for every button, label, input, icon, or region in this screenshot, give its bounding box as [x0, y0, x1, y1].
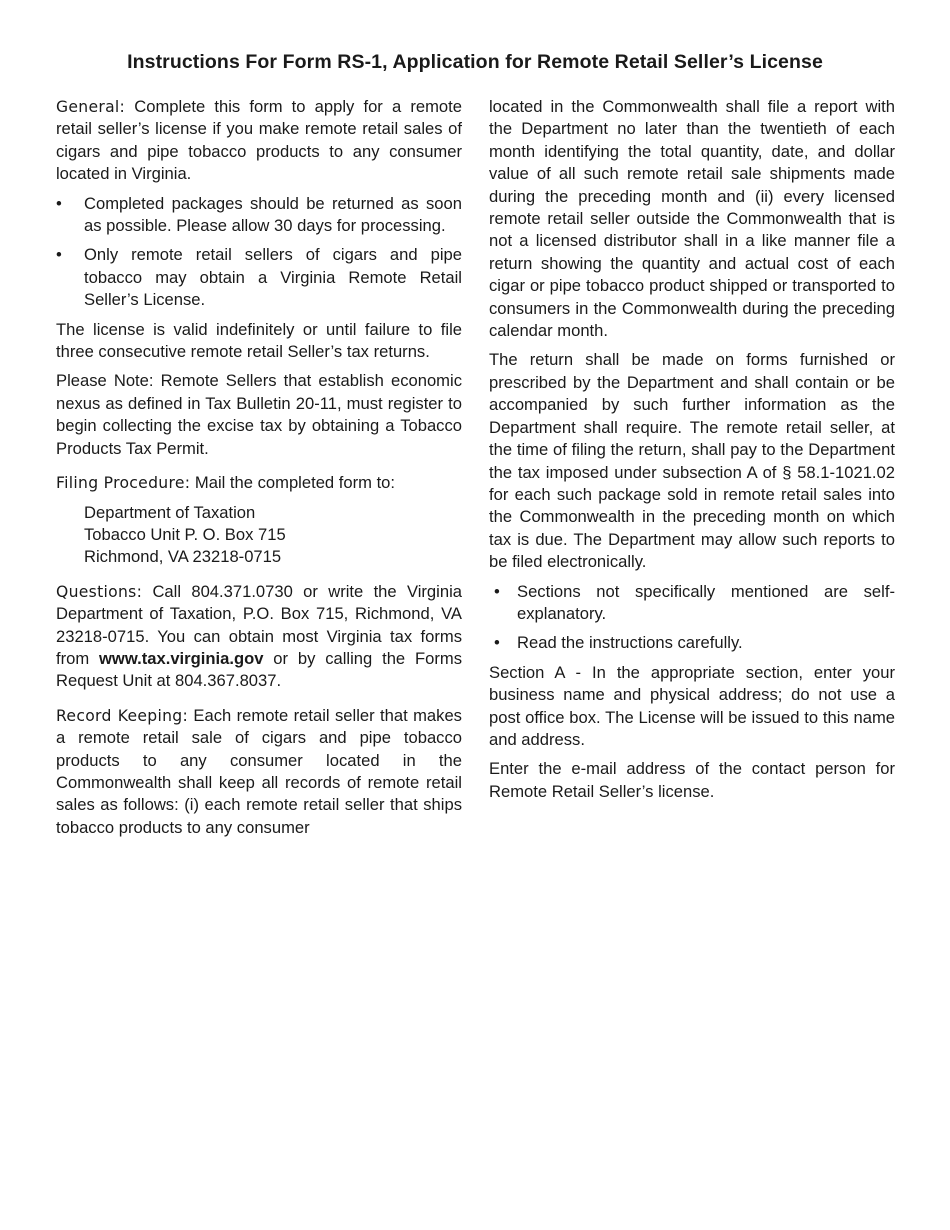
mailing-address: [56, 502, 462, 569]
return-paragraph: The return shall be made on forms furnished or prescribed by the Department and shall contain or be accompanied by such further information as the Department shall require. The remote retail seller, at the time of filing the return, shall pay to the Department the tax imposed under subsection A of § 58.1-1021.02 for each such package sold in remote retail sales into the Commonwealth in the preceding month on which tax is due. The Department may allow such reports to be filed electronically.: [489, 350, 895, 572]
email-paragraph: Enter the e-mail address of the contact person for Remote Retail Seller’s license.: [489, 759, 895, 801]
filing-text: Mail the completed form to:: [190, 473, 396, 493]
bullet-icon: •: [56, 245, 62, 265]
list-item: [56, 244, 462, 311]
record-keeping-heading: Record Keeping:: [56, 706, 189, 725]
address-line: Department of Taxation: [84, 502, 256, 522]
bullet-icon: •: [494, 633, 500, 653]
bullet-icon: •: [56, 193, 62, 213]
questions-heading: Questions:: [56, 582, 143, 601]
general-paragraph: [56, 96, 462, 186]
general-heading: General:: [56, 98, 126, 116]
questions-text: Call 804.371.0730 or write the Virginia Department of Taxation, P.O. Box 715, Richmond, VA 23218-0715. You can obtain most Virginia tax forms from: [56, 581, 462, 668]
questions-paragraph: [56, 581, 462, 693]
left-column: [56, 96, 462, 846]
address-line: Richmond, VA 23218-0715: [84, 547, 282, 567]
list-item: [489, 581, 895, 626]
bullet-icon: •: [494, 581, 500, 601]
filing-heading: Filing Procedure:: [56, 474, 191, 493]
record-keeping-continued: located in the Commonwealth shall file a report with the Department no later than the twentieth of each month identifying the total quantity, date, and dollar value of all such remote retail sale shipments made during the preceding month and (ii) every licensed remote retail seller outside the Commonwealth that is not a licensed distributor shall in a like manner file a return showing the quantity and actual cost of each cigar or pipe tobacco product shipped or transported to consumers in the Commonwealth during the preceding calendar month.: [489, 97, 895, 341]
bullet-text: Sections not specifically mentioned are self-explanatory.: [517, 581, 895, 623]
filing-paragraph: [56, 472, 462, 494]
page-title: Instructions For Form RS-1, Application for Remote Retail Seller’s License: [127, 51, 823, 73]
record-keeping-paragraph: [56, 705, 462, 839]
bullet-text: Only remote retail sellers of cigars and pipe tobacco may obtain a Virginia Remote Retail Seller’s License.: [84, 245, 462, 310]
list-item: [489, 632, 895, 654]
bullet-text: Completed packages should be returned as soon as possible. Please allow 30 days for processing.: [84, 193, 462, 236]
questions-text-end: or by calling the Forms Request Unit at 804.367.8037.: [56, 648, 462, 691]
address-line: Tobacco Unit P. O. Box 715: [84, 524, 286, 544]
website-link[interactable]: www.tax.virginia.gov: [99, 648, 264, 668]
bullet-text: Read the instructions carefully.: [517, 633, 743, 653]
section-a-paragraph: Section A - In the appropriate section, enter your business name and physical address; do not use a post office box. The License will be issued to this name and address.: [489, 662, 895, 749]
validity-paragraph: The license is valid indefinitely or until failure to file three consecutive remote retail Seller’s tax returns.: [56, 319, 462, 362]
right-column: [489, 96, 895, 810]
record-keeping-text: Each remote retail seller that makes a remote retail sale of cigars and pipe tobacco products to any consumer located in the Commonwealth shall keep all records of remote retail sales as follows: (i) each remote retail seller that ships tobacco products to any consumer: [56, 705, 462, 837]
general-text: Complete this form to apply for a remote retail seller’s license if you make remote retail sales of cigars and pipe tobacco products to any consumer located in Virginia.: [56, 97, 462, 184]
note-paragraph: Please Note: Remote Sellers that establish economic nexus as defined in Tax Bulletin 20-11, must register to begin collecting the excise tax by obtaining a Tobacco Products Tax Permit.: [56, 371, 462, 458]
list-item: [56, 193, 462, 238]
